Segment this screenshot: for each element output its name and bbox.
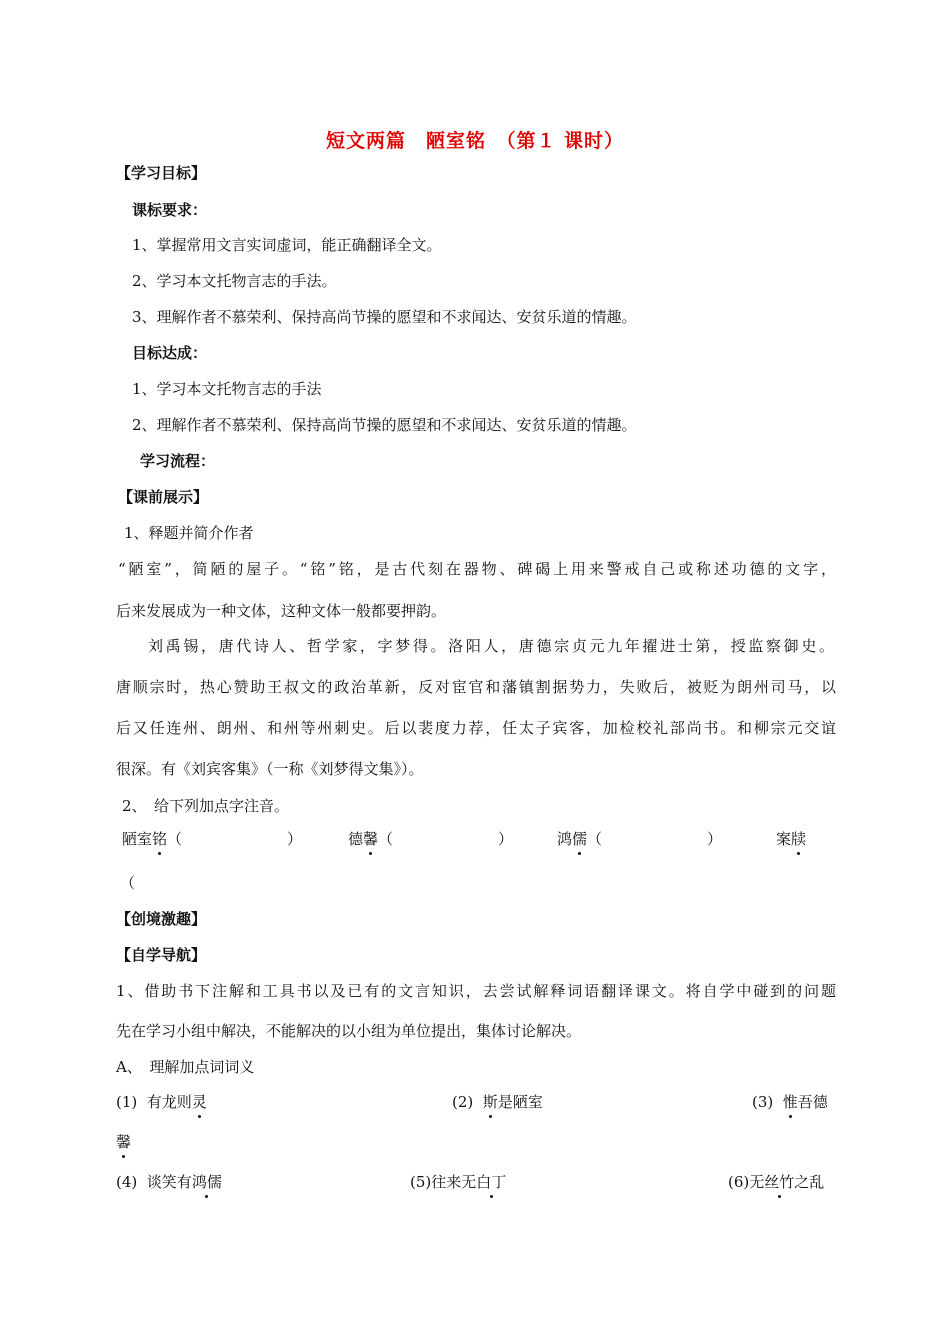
pinyin-item: 德馨（ ） xyxy=(348,830,514,848)
pinyin-wrap: （ xyxy=(120,874,136,892)
pinyin-item: 鸿儒（ ） xyxy=(557,830,723,848)
dotted-char: 斯 xyxy=(482,1093,498,1111)
curriculum-item: 3、理解作者不慕荣利、保持高尚节操的愿望和不求闻达、安贫乐道的情趣。 xyxy=(132,308,637,326)
dotted-char: 儒 xyxy=(572,830,588,848)
achieve-item: 1、学习本文托物言志的手法 xyxy=(132,380,322,398)
dotted-char: 馨 xyxy=(116,1133,132,1151)
explain-line: 后来发展成为一种文体，这种文体一般都要押韵。 xyxy=(116,602,447,620)
dotted-char: 铭 xyxy=(152,830,168,848)
word-item: (3) 惟吾德 xyxy=(752,1093,828,1111)
dotted-char: 牍 xyxy=(791,830,807,848)
dotted-char: 丝竹 xyxy=(764,1173,795,1191)
selfstudy-line: 1、借助书下注解和工具书以及已有的文言知识，去尝试解释词语翻译课文。将自学中碰到的问题 xyxy=(116,982,836,1000)
heading-curriculum: 课标要求： xyxy=(132,201,208,219)
heading-selfstudy: 【自学导航】 xyxy=(116,946,207,964)
word-item: (4) 谈笑有鸿儒 xyxy=(116,1173,222,1191)
part-a-title: A、 理解加点词词义 xyxy=(116,1058,255,1076)
pinyin-item: 案牍 xyxy=(776,830,807,848)
heading-process: 学习流程： xyxy=(140,452,216,470)
word-item: (6)无丝竹之乱 xyxy=(728,1173,825,1191)
author-line: 很深。有《刘宾客集》（一称《刘梦得文集》）。 xyxy=(116,760,424,778)
heading-achieve: 目标达成： xyxy=(132,344,208,362)
author-line: 刘禹锡，唐代诗人、哲学家，字梦得。洛阳人，唐德宗贞元九年擢进士第，授监察御史。 xyxy=(148,637,834,655)
selfstudy-line: 先在学习小组中解决，不能解决的以小组为单位提出，集体讨论解决。 xyxy=(116,1022,582,1040)
explain-line: “陋室”，简陋的屋子。“铭”铭，是古代刻在器物、碑碣上用来警戒自己或称述功德的文字， xyxy=(118,560,836,578)
author-line: 后又任连州、朗州、和州等州刺史。后以裴度力荐，任太子宾客，加检校礼部尚书。和柳宗元交谊 xyxy=(116,719,836,737)
heading-goals: 【学习目标】 xyxy=(116,164,207,182)
dotted-char: 白丁 xyxy=(476,1173,507,1191)
dotted-char: 惟 xyxy=(782,1093,798,1111)
page-title: 短文两篇 陋室铭 （第１ 课时） xyxy=(325,130,625,152)
curriculum-item: 2、学习本文托物言志的手法。 xyxy=(132,272,337,290)
dotted-char: 鸿儒 xyxy=(191,1173,222,1191)
achieve-item: 2、理解作者不慕荣利、保持高尚节操的愿望和不求闻达、安贫乐道的情趣。 xyxy=(132,416,637,434)
preview-item2-title: 2、 给下列加点字注音。 xyxy=(122,797,290,815)
word-item: (2) 斯是陋室 xyxy=(452,1093,543,1111)
heading-preview: 【课前展示】 xyxy=(118,488,209,506)
preview-item1-title: 1、释题并简介作者 xyxy=(124,524,254,542)
word-item: (1) 有龙则灵 xyxy=(116,1093,207,1111)
pinyin-item: 陋室铭（ ） xyxy=(122,830,303,848)
word-item: (5)往来无白丁 xyxy=(410,1173,507,1191)
curriculum-item: 1、掌握常用文言实词虚词，能正确翻译全文。 xyxy=(132,236,442,254)
word-item-wrap xyxy=(116,1132,131,1152)
heading-scene: 【创境激趣】 xyxy=(116,910,207,928)
author-line: 唐顺宗时，热心赞助王叔文的政治革新，反对宦官和藩镇割据势力，失败后，被贬为朗州司马，以 xyxy=(116,678,836,696)
dotted-char: 馨 xyxy=(363,830,379,848)
dotted-char: 灵 xyxy=(191,1093,207,1111)
